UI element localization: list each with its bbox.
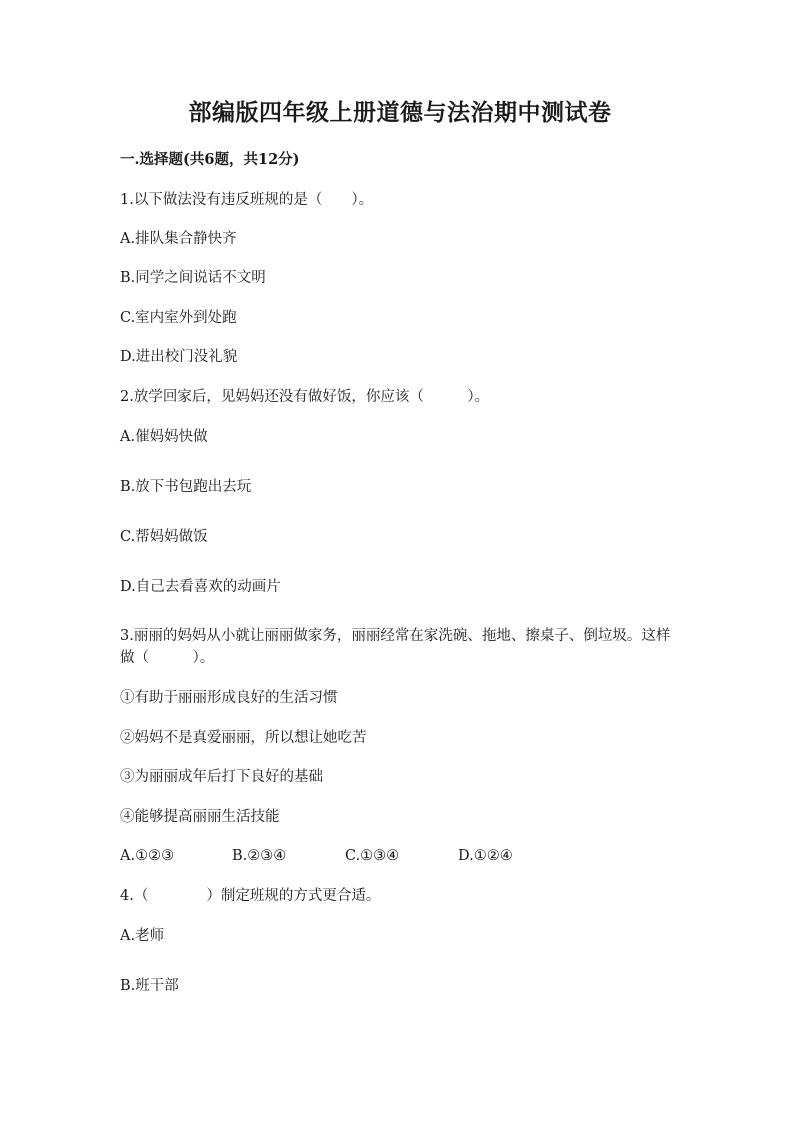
question-2-option-b: B.放下书包跑出去玩: [120, 479, 252, 495]
question-3-statement-3: ③为丽丽成年后打下良好的基础: [120, 769, 323, 785]
question-2-option-a: A.催妈妈快做: [120, 429, 208, 445]
question-1-option-c: C.室内室外到处跑: [120, 310, 237, 326]
question-3-statement-1: ①有助于丽丽形成良好的生活习惯: [120, 690, 338, 706]
section-heading: 一.选择题(共6题，共12分): [120, 151, 300, 168]
question-1-option-b: B.同学之间说话不文明: [120, 270, 266, 286]
question-3-option-d: D.①②④: [458, 848, 513, 864]
question-3-option-a: A.①②③: [120, 848, 175, 864]
question-1-stem: 1.以下做法没有违反班规的是（ ）。: [120, 192, 374, 208]
page-title: 部编版四年级上册道德与法治期中测试卷: [188, 99, 612, 126]
question-4-stem: 4.（ ）制定班规的方式更合适。: [120, 888, 381, 904]
question-1-option-d: D.进出校门没礼貌: [120, 349, 238, 365]
question-3-option-b: B.②③④: [232, 848, 287, 864]
question-4-option-b: B.班干部: [120, 978, 179, 994]
question-3-statement-2: ②妈妈不是真爱丽丽，所以想让她吃苦: [120, 730, 367, 746]
question-2-option-d: D.自己去看喜欢的动画片: [120, 579, 281, 595]
question-2-option-c: C.帮妈妈做饭: [120, 529, 208, 545]
question-4-option-a: A.老师: [120, 928, 165, 944]
question-3-stem: 3.丽丽的妈妈从小就让丽丽做家务，丽丽经常在家洗碗、拖地、擦桌子、倒垃圾。这样做（ ）。: [120, 628, 671, 666]
question-3-options-row: [120, 846, 620, 866]
question-3-statement-4: ④能够提高丽丽生活技能: [120, 809, 280, 825]
question-3-option-c: C.①③④: [345, 848, 400, 864]
question-1-option-a: A.排队集合静快齐: [120, 231, 237, 247]
question-2-stem: 2.放学回家后，见妈妈还没有做好饭，你应该（ ）。: [120, 389, 490, 405]
